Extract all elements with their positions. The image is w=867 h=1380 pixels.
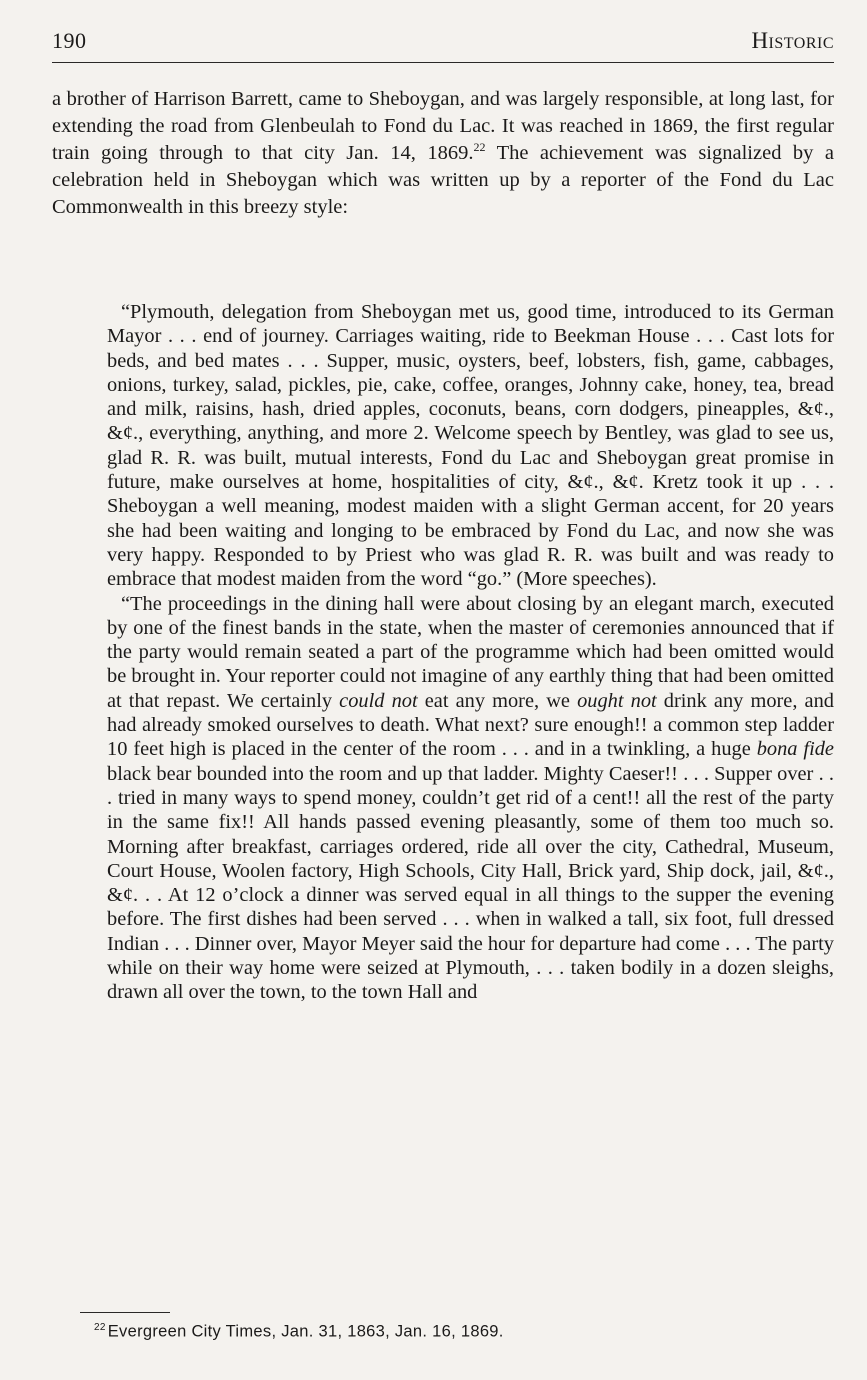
- quote-p2-part4: black bear bounded into the room and up that ladder. Mighty Caeser!! . . . Supper over . . . tried in many ways to spend money, couldn’t get rid of a cent!! all the rest of the party in the same fix!! All hands passed evening pleasantly, some of them too much so. Morning after breakfast, carriages ordered, ride all over the city, Cathedral, Museum, Court House, Woolen factory, High Schools, City Hall, Brick yard, Ship dock, jail, &¢., &¢. . . At 12 o’clock a dinner was served equal in all things to the supper the evening before. The first dishes had been served . . . when in walked a tall, six foot, full dressed Indian . . . Dinner over, Mayor Meyer said the hour for departure had come . . . The party while on their way home were seized at Plymouth, . . . taken bodily in a dozen sleighs, drawn all over the town, to the town Hall and: [107, 762, 834, 1004]
- body-text-before-ref: a brother of Harrison Barrett, came to Sheboygan, and was largely responsible, at long last, for extending the road from Glenbeulah to Fond du Lac. It was reached in 1869, the first regular train going through to that city Jan. 14, 1869.: [52, 88, 834, 164]
- block-quote: [107, 300, 834, 1005]
- footnote-text: Evergreen City Times, Jan. 31, 1863, Jan. 16, 1869.: [107, 1322, 504, 1341]
- footnote-rule: [80, 1312, 170, 1313]
- quote-italic-could-not: could not: [339, 689, 418, 712]
- running-head: Historic: [751, 28, 834, 53]
- body-text-after-ref: The achievement was signalized by a celebration held in Sheboygan which was written up by a reporter of the Fond du Lac Commonwealth in this breezy style:: [52, 142, 834, 218]
- quote-p2-part1: “The proceedings in the dining hall were about closing by an elegant march, executed by one of the finest bands in the state, when the master of ceremonies announced that if the party would remain seated a part of the programme which had been omitted would be brought in. Your reporter could not imagine of any earthly thing that had been omitted at that repast. We certainly: [107, 592, 834, 712]
- quote-italic-bona-fide: bona fide: [756, 738, 834, 761]
- page-number: 190: [52, 28, 87, 53]
- header-rule: [52, 62, 834, 63]
- page-header: [52, 28, 834, 58]
- quote-p2-part3: drink any more, and had already smoked ourselves to death. What next? sure enough!! a common step ladder 10 feet high is placed in the center of the room . . . and in a twinkling, a huge: [107, 689, 834, 761]
- quote-p2-part2: eat any more, we: [417, 689, 578, 712]
- footnote-marker: 22: [94, 1322, 106, 1333]
- quote-italic-ought-not: ought not: [577, 689, 657, 712]
- quote-paragraph-1: “Plymouth, delegation from Sheboygan met us, good time, introduced to its German Mayor . . . end of journey. Carriages waiting, ride to Beekman House . . . Cast lots for beds, and bed mates . . . Supper, music, oysters, beef, lobsters, fish, game, cabbages, onions, turkey, salad, pickles, pie, cake, coffee, oranges, Johnny cake, honey, tea, bread and milk, raisins, hash, dried apples, coconuts, beans, corn dodgers, pineapples, &¢., &¢., everything, anything, and more 2. Welcome speech by Bentley, was glad to see us, glad R. R. was built, mutual interests, Fond du Lac and Sheboygan great promise in future, make ourselves at home, hospitalities of city, &¢., &¢. Kretz took it up . . . Sheboygan a well meaning, modest maiden with a slight German accent, for 20 years she had been waiting and longing to be embraced by Fond du Lac, and now she was very happy. Responded to by Priest who was glad R. R. was built and was ready to embrace that modest maiden from the word “go.” (More speeches).: [107, 301, 834, 591]
- quote-paragraph-2: [107, 592, 834, 1005]
- body-paragraph: [52, 86, 834, 221]
- body-paragraph-text: [52, 86, 834, 221]
- footnote: [94, 1322, 504, 1342]
- footnote-reference: 22: [473, 140, 486, 155]
- book-page: [52, 0, 834, 1380]
